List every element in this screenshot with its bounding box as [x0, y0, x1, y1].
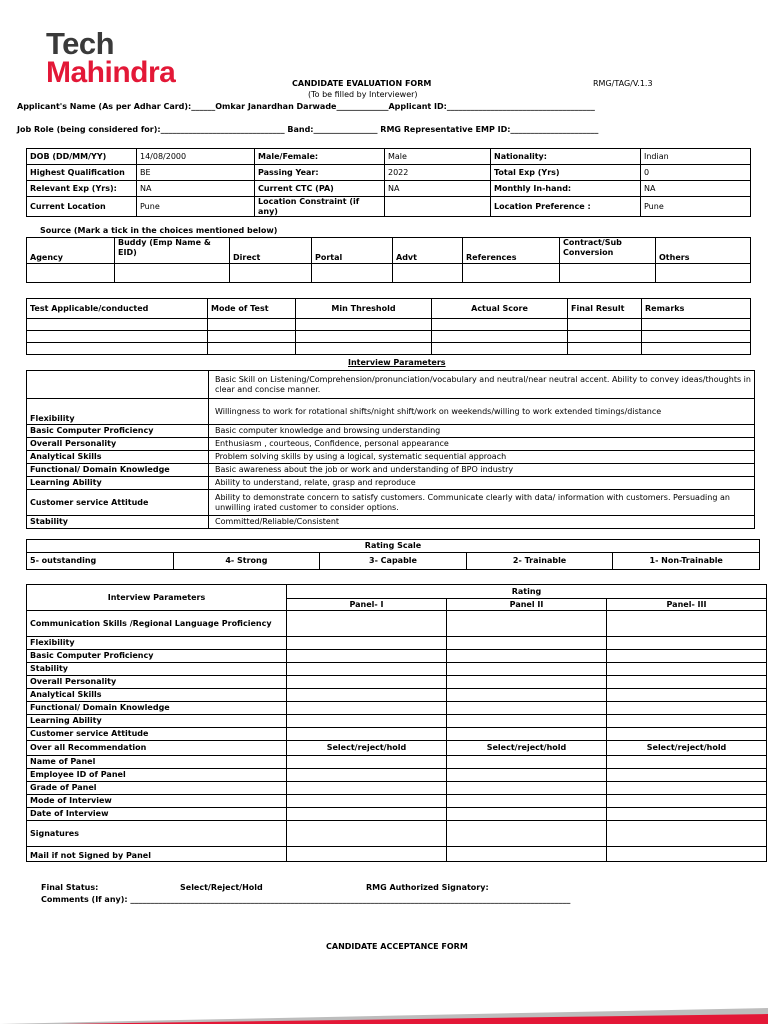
parameter-description: Ability to demonstrate concern to satisfy customers. Communicate clearly with data/ information with customers. Persuading an unwilling irated customer to consider options.: [209, 490, 755, 516]
test-header: Mode of Test: [208, 299, 296, 319]
info-value: BE: [137, 165, 255, 181]
rating-param-name: Basic Computer Proficiency: [27, 650, 287, 663]
panel-header: Panel- I: [287, 599, 447, 611]
panel-header: Panel II: [447, 599, 607, 611]
info-row: [27, 197, 751, 217]
rating-cell[interactable]: [447, 795, 607, 808]
source-header: Direct: [230, 238, 312, 264]
rating-cell[interactable]: [287, 756, 447, 769]
rating-cell[interactable]: [607, 821, 767, 847]
parameter-name: Flexibility: [27, 399, 209, 425]
rating-cell[interactable]: [287, 689, 447, 702]
rating-cell[interactable]: [607, 808, 767, 821]
test-cell[interactable]: [296, 331, 432, 343]
rating-cell[interactable]: [447, 650, 607, 663]
parameter-row: [27, 477, 755, 490]
rating-row: [27, 756, 767, 769]
rating-cell[interactable]: Select/reject/hold: [607, 741, 767, 756]
rating-cell[interactable]: [447, 702, 607, 715]
rating-row: [27, 702, 767, 715]
final-status-label: Final Status:: [41, 883, 99, 892]
parameter-row: [27, 438, 755, 451]
rating-cell[interactable]: [447, 808, 607, 821]
info-value: NA: [137, 181, 255, 197]
parameter-description: Committed/Reliable/Consistent: [209, 516, 755, 529]
parameter-name: Learning Ability: [27, 477, 209, 490]
rating-row: [27, 782, 767, 795]
parameter-name: Basic Computer Proficiency: [27, 425, 209, 438]
info-value: [385, 197, 491, 217]
form-subtitle: (To be filled by Interviewer): [308, 90, 418, 99]
rating-scale-item: 2- Trainable: [466, 553, 613, 570]
parameter-row: [27, 464, 755, 477]
rating-cell[interactable]: [607, 611, 767, 637]
source-checkbox-cell[interactable]: [393, 264, 463, 283]
parameter-name: Stability: [27, 516, 209, 529]
source-header: Agency: [27, 238, 115, 264]
rmg-signatory-label: RMG Authorized Signatory:: [366, 883, 489, 892]
logo-tech: Tech: [46, 26, 115, 61]
rating-cell[interactable]: [287, 795, 447, 808]
source-checkbox-cell[interactable]: [115, 264, 230, 283]
rating-param-name: Analytical Skills: [27, 689, 287, 702]
rating-cell[interactable]: [287, 650, 447, 663]
rating-param-name: Mode of Interview: [27, 795, 287, 808]
source-header: Advt: [393, 238, 463, 264]
test-cell[interactable]: [568, 343, 642, 355]
rating-param-name: Customer service Attitude: [27, 728, 287, 741]
rating-table: [26, 584, 767, 862]
rating-scale-item: 1- Non-Trainable: [613, 553, 760, 570]
source-checkbox-cell[interactable]: [27, 264, 115, 283]
parameter-name: Functional/ Domain Knowledge: [27, 464, 209, 477]
info-value: 14/08/2000: [137, 149, 255, 165]
test-cell[interactable]: [432, 343, 568, 355]
source-header: References: [463, 238, 560, 264]
parameter-row: [27, 516, 755, 529]
info-label: Monthly In-hand:: [491, 181, 641, 197]
rating-cell[interactable]: [447, 611, 607, 637]
rating-cell[interactable]: [607, 637, 767, 650]
test-cell[interactable]: [296, 343, 432, 355]
test-cell[interactable]: [208, 319, 296, 331]
info-label: Nationality:: [491, 149, 641, 165]
rating-row: [27, 676, 767, 689]
info-value: Male: [385, 149, 491, 165]
rating-param-name: Learning Ability: [27, 715, 287, 728]
rating-cell[interactable]: [287, 663, 447, 676]
test-header: Actual Score: [432, 299, 568, 319]
rating-cell[interactable]: [607, 847, 767, 862]
test-cell[interactable]: [642, 331, 751, 343]
rating-cell[interactable]: [607, 650, 767, 663]
rating-param-name: Employee ID of Panel: [27, 769, 287, 782]
rating-scale-title: Rating Scale: [27, 540, 760, 553]
rating-param-name: Communication Skills /Regional Language Proficiency: [27, 611, 287, 637]
info-row: [27, 149, 751, 165]
parameter-row: [27, 399, 755, 425]
test-cell[interactable]: [432, 319, 568, 331]
test-header: Remarks: [642, 299, 751, 319]
rating-param-name: Date of Interview: [27, 808, 287, 821]
test-cell[interactable]: [208, 331, 296, 343]
rating-cell[interactable]: [287, 782, 447, 795]
source-table: [26, 237, 751, 283]
parameter-name: [27, 371, 209, 399]
test-cell[interactable]: [208, 343, 296, 355]
source-checkbox-cell[interactable]: [230, 264, 312, 283]
source-checkbox-cell[interactable]: [560, 264, 656, 283]
rating-param-name: Overall Personality: [27, 676, 287, 689]
rating-cell[interactable]: [607, 676, 767, 689]
source-header: Others: [656, 238, 751, 264]
info-label: DOB (DD/MM/YY): [27, 149, 137, 165]
rating-scale-item: 3- Capable: [320, 553, 467, 570]
parameter-description: Ability to understand, relate, grasp and reproduce: [209, 477, 755, 490]
info-value: 0: [641, 165, 751, 181]
test-cell[interactable]: [432, 331, 568, 343]
rating-row: [27, 769, 767, 782]
rating-cell[interactable]: [447, 756, 607, 769]
rating-cell[interactable]: [447, 663, 607, 676]
info-label: Total Exp (Yrs): [491, 165, 641, 181]
rating-cell[interactable]: [287, 728, 447, 741]
info-value: Pune: [137, 197, 255, 217]
rating-cell[interactable]: [607, 782, 767, 795]
comments-line: Comments (If any): ______________________________________________________________________________________________________________: [41, 895, 571, 904]
test-header: Final Result: [568, 299, 642, 319]
parameter-description: Basic awareness about the job or work and understanding of BPO industry: [209, 464, 755, 477]
info-value: Indian: [641, 149, 751, 165]
info-value: NA: [385, 181, 491, 197]
rating-cell[interactable]: [447, 689, 607, 702]
info-label: Location Preference :: [491, 197, 641, 217]
rating-cell[interactable]: Select/reject/hold: [447, 741, 607, 756]
interview-parameters-table: [26, 370, 755, 529]
rating-cell[interactable]: [287, 676, 447, 689]
parameter-row: [27, 371, 755, 399]
rating-cell[interactable]: [287, 769, 447, 782]
rating-cell[interactable]: [447, 821, 607, 847]
rating-cell[interactable]: [607, 702, 767, 715]
rating-scale-table: [26, 539, 760, 570]
test-cell[interactable]: [296, 319, 432, 331]
source-checkbox-cell[interactable]: [463, 264, 560, 283]
rating-scale-item: 4- Strong: [173, 553, 320, 570]
rating-cell[interactable]: [447, 676, 607, 689]
rating-param-name: Stability: [27, 663, 287, 676]
rating-cell[interactable]: [447, 715, 607, 728]
job-role-line: Job Role (being considered for):_______________________________ Band:________________ RMG Representative EMP ID:______________________: [17, 125, 599, 134]
source-header: Portal: [312, 238, 393, 264]
info-label: Relevant Exp (Yrs):: [27, 181, 137, 197]
rating-param-name: Mail if not Signed by Panel: [27, 847, 287, 862]
source-checkbox-cell[interactable]: [312, 264, 393, 283]
info-row: [27, 165, 751, 181]
rating-cell[interactable]: [287, 637, 447, 650]
test-header: Test Applicable/conducted: [27, 299, 208, 319]
rating-row: [27, 741, 767, 756]
test-cell[interactable]: [642, 319, 751, 331]
parameter-description: Basic Skill on Listening/Comprehension/pronunciation/vocabulary and neutral/near neutral accent. Ability to convey ideas/thoughts in clear and concise manner.: [209, 371, 755, 399]
logo-mahindra: Mahindra: [46, 56, 176, 89]
rating-cell[interactable]: [607, 689, 767, 702]
rating-row: [27, 650, 767, 663]
parameter-name: Overall Personality: [27, 438, 209, 451]
parameter-row: [27, 425, 755, 438]
parameter-row: [27, 451, 755, 464]
panel-header: Panel- III: [607, 599, 767, 611]
footer-swoosh: [0, 984, 768, 1024]
rating-param-name: Signatures: [27, 821, 287, 847]
rating-cell[interactable]: [447, 847, 607, 862]
info-label: Male/Female:: [255, 149, 385, 165]
info-value: NA: [641, 181, 751, 197]
rating-param-name: Flexibility: [27, 637, 287, 650]
rating-cell[interactable]: [447, 769, 607, 782]
applicant-line: Applicant's Name (As per Adhar Card):______Omkar Janardhan Darwade_____________Applicant ID:_____________________________________: [17, 102, 595, 111]
test-cell[interactable]: [642, 343, 751, 355]
rating-header: Rating: [287, 585, 767, 599]
rating-param-name: Grade of Panel: [27, 782, 287, 795]
parameter-description: Willingness to work for rotational shifts/night shift/work on weekends/willing to work extended timings/distance: [209, 399, 755, 425]
rating-row: [27, 847, 767, 862]
info-value: Pune: [641, 197, 751, 217]
rating-param-name: Functional/ Domain Knowledge: [27, 702, 287, 715]
source-checkbox-cell[interactable]: [656, 264, 751, 283]
rating-row: [27, 611, 767, 637]
info-label: Current Location: [27, 197, 137, 217]
rating-cell[interactable]: [447, 728, 607, 741]
parameter-row: [27, 490, 755, 516]
test-cell[interactable]: [27, 319, 208, 331]
info-row: [27, 181, 751, 197]
select-reject-hold-label: Select/Reject/Hold: [180, 883, 263, 892]
interview-parameters-title: Interview Parameters: [348, 358, 446, 367]
rating-cell[interactable]: [607, 715, 767, 728]
applicant-info-table: [26, 148, 751, 217]
parameter-description: Problem solving skills by using a logical, systematic sequential approach: [209, 451, 755, 464]
rating-row: [27, 795, 767, 808]
info-value: 2022: [385, 165, 491, 181]
source-header: Contract/Sub Conversion: [560, 238, 656, 264]
rating-row: [27, 715, 767, 728]
rating-param-name: Name of Panel: [27, 756, 287, 769]
rating-cell[interactable]: [287, 611, 447, 637]
rating-cell[interactable]: [607, 795, 767, 808]
rating-cell[interactable]: [607, 663, 767, 676]
rating-cell[interactable]: [447, 782, 607, 795]
rating-scale-item: 5- outstanding: [27, 553, 174, 570]
test-cell[interactable]: [27, 331, 208, 343]
test-cell[interactable]: [27, 343, 208, 355]
rating-row: [27, 663, 767, 676]
rating-cell[interactable]: [287, 821, 447, 847]
parameter-name: Analytical Skills: [27, 451, 209, 464]
form-code: RMG/TAG/V.1.3: [593, 79, 653, 88]
rating-cell[interactable]: [607, 728, 767, 741]
source-header: Buddy (Emp Name & EID): [115, 238, 230, 264]
source-label: Source (Mark a tick in the choices mentioned below): [40, 226, 278, 235]
rating-cell[interactable]: Select/reject/hold: [287, 741, 447, 756]
rating-param-header: Interview Parameters: [27, 585, 287, 611]
info-label: Location Constraint (if any): [255, 197, 385, 217]
info-label: Passing Year:: [255, 165, 385, 181]
info-label: Current CTC (PA): [255, 181, 385, 197]
info-label: Highest Qualification: [27, 165, 137, 181]
rating-cell[interactable]: [287, 702, 447, 715]
form-title: CANDIDATE EVALUATION FORM: [292, 79, 432, 88]
rating-row: [27, 808, 767, 821]
rating-cell[interactable]: [447, 637, 607, 650]
parameter-name: Customer service Attitude: [27, 490, 209, 516]
rating-param-name: Over all Recommendation: [27, 741, 287, 756]
rating-row: [27, 728, 767, 741]
test-table: [26, 298, 751, 355]
parameter-description: Enthusiasm , courteous, Confidence, personal appearance: [209, 438, 755, 451]
rating-cell[interactable]: [287, 715, 447, 728]
rating-cell[interactable]: [607, 756, 767, 769]
parameter-description: Basic computer knowledge and browsing understanding: [209, 425, 755, 438]
test-header: Min Threshold: [296, 299, 432, 319]
rating-cell[interactable]: [287, 847, 447, 862]
candidate-acceptance-title: CANDIDATE ACCEPTANCE FORM: [326, 942, 468, 951]
rating-row: [27, 821, 767, 847]
test-cell[interactable]: [568, 319, 642, 331]
rating-row: [27, 637, 767, 650]
rating-cell[interactable]: [287, 808, 447, 821]
rating-cell[interactable]: [607, 769, 767, 782]
rating-row: [27, 689, 767, 702]
test-cell[interactable]: [568, 331, 642, 343]
